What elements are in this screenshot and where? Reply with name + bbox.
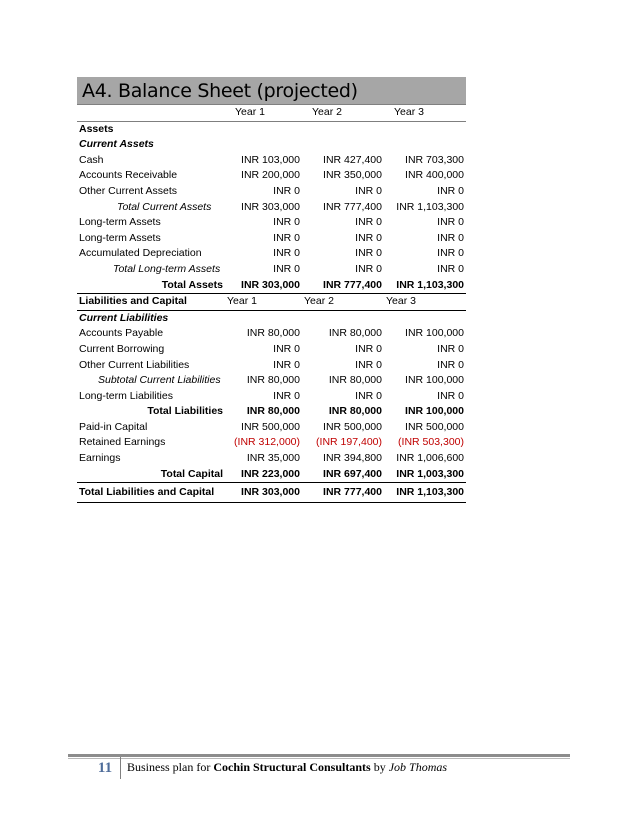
cell-value: INR 1,003,300 [384, 467, 466, 483]
cell-value: INR 777,400 [302, 483, 384, 503]
table-row [77, 231, 466, 247]
cell-value: INR 0 [273, 262, 300, 275]
page-number-separator [120, 757, 121, 779]
row-label: Other Current Assets [79, 184, 178, 197]
grand-total-row [77, 483, 466, 503]
cell-value: INR 103,000 [241, 153, 300, 166]
cell-value: INR 400,000 [405, 169, 464, 182]
cell-value: INR 350,000 [323, 169, 382, 182]
cell-value: INR 0 [355, 389, 382, 402]
table-row [77, 435, 466, 451]
cell-value: INR 0 [437, 184, 464, 197]
row-label: Long-term Liabilities [79, 389, 173, 402]
row-label: Current Borrowing [79, 342, 165, 355]
col-year2: Year 2 [302, 294, 384, 311]
cell-value: INR 0 [355, 216, 382, 229]
total-liabilities-row [77, 404, 466, 420]
table-row [77, 168, 466, 184]
cell-value: INR 0 [437, 231, 464, 244]
cell-value: INR 303,000 [225, 483, 302, 503]
cell-value: INR 0 [437, 358, 464, 371]
cell-value: INR 0 [273, 247, 300, 260]
table-row [77, 389, 466, 405]
assets-heading: Assets [79, 122, 114, 135]
row-label: Retained Earnings [79, 436, 166, 449]
page-number: 11 [97, 760, 113, 776]
table-row [77, 184, 466, 200]
footer-prefix: Business plan for [127, 760, 214, 774]
cell-value: INR 500,000 [405, 420, 464, 433]
row-label: Total Assets [77, 278, 225, 294]
cell-value: INR 0 [437, 216, 464, 229]
cell-value: INR 303,000 [225, 278, 302, 294]
cell-value: INR 303,000 [241, 200, 300, 213]
cell-value: INR 0 [355, 184, 382, 197]
balance-sheet [77, 77, 466, 503]
row-label: Total Capital [77, 467, 225, 483]
row-label: Long-term Assets [79, 216, 161, 229]
col-year2: Year 2 [302, 105, 384, 121]
sheet-title: A4. Balance Sheet (projected) [77, 77, 466, 105]
row-label: Long-term Assets [79, 231, 161, 244]
row-label: Accounts Receivable [79, 169, 178, 182]
current-liabilities-heading: Current Liabilities [79, 311, 169, 324]
cell-value: INR 1,103,300 [396, 200, 464, 213]
cell-value: INR 0 [355, 262, 382, 275]
cell-value: INR 0 [273, 216, 300, 229]
cell-value: INR 0 [355, 231, 382, 244]
row-label: Cash [79, 153, 104, 166]
col-year1: Year 1 [225, 294, 302, 311]
cell-value-negative: (INR 312,000) [234, 436, 300, 449]
assets-heading-row [77, 121, 466, 137]
row-label: Other Current Liabilities [79, 358, 190, 371]
cell-value: INR 223,000 [225, 467, 302, 483]
cell-value: INR 80,000 [328, 405, 382, 418]
cell-value: INR 80,000 [246, 374, 300, 387]
total-capital-row [77, 467, 466, 483]
table-row [77, 358, 466, 374]
row-label: Subtotal Current Liabilities [98, 374, 221, 387]
cell-value: INR 0 [273, 231, 300, 244]
cell-value-negative: (INR 503,300) [398, 436, 464, 449]
subtotal-row [77, 200, 466, 216]
cell-value: INR 100,000 [405, 405, 464, 418]
cell-value: INR 100,000 [405, 374, 464, 387]
footer-by: by [370, 760, 389, 774]
table-row [77, 153, 466, 169]
cell-value: INR 35,000 [246, 452, 300, 465]
cell-value: INR 0 [437, 262, 464, 275]
current-assets-heading: Current Assets [79, 138, 154, 151]
row-label: Earnings [79, 452, 121, 465]
row-label: Total Current Assets [117, 200, 212, 213]
cell-value: INR 777,400 [302, 278, 384, 294]
row-label: Accounts Payable [79, 327, 164, 340]
col-year1: Year 1 [225, 105, 302, 121]
cell-value: INR 0 [437, 389, 464, 402]
col-year3: Year 3 [384, 105, 466, 121]
cell-value: INR 500,000 [323, 420, 382, 433]
cell-value: INR 0 [273, 342, 300, 355]
subtotal-row [77, 262, 466, 278]
cell-value: INR 200,000 [241, 169, 300, 182]
table-row [77, 342, 466, 358]
total-assets-row [77, 278, 466, 294]
footer-company: Cochin Structural Consultants [213, 760, 371, 774]
row-label: Total Liabilities [147, 405, 223, 418]
cell-value: INR 0 [273, 184, 300, 197]
cell-value: INR 394,800 [323, 452, 382, 465]
current-liabilities-heading-row [77, 310, 466, 326]
cell-value: INR 0 [273, 358, 300, 371]
cell-value: INR 427,400 [323, 153, 382, 166]
cell-value: INR 1,103,300 [384, 278, 466, 294]
subtotal-row [77, 373, 466, 389]
cell-value: INR 80,000 [328, 374, 382, 387]
liabilities-heading-row [77, 294, 466, 311]
cell-value: INR 0 [355, 247, 382, 260]
table-row [77, 246, 466, 262]
cell-value: INR 80,000 [246, 405, 300, 418]
cell-value: INR 80,000 [246, 327, 300, 340]
liabilities-heading: Liabilities and Capital [77, 294, 225, 311]
year-header-row [77, 105, 466, 121]
cell-value: INR 697,400 [302, 467, 384, 483]
table-row [77, 215, 466, 231]
cell-value: INR 703,300 [405, 153, 464, 166]
col-year3: Year 3 [384, 294, 466, 311]
table-row [77, 326, 466, 342]
row-label: Paid-in Capital [79, 420, 148, 433]
cell-value: INR 0 [273, 389, 300, 402]
footer-author: Job Thomas [388, 760, 448, 774]
row-label: Total Liabilities and Capital [77, 483, 225, 503]
cell-value: INR 100,000 [405, 327, 464, 340]
table-row [77, 420, 466, 436]
cell-value: INR 0 [437, 247, 464, 260]
cell-value-negative: (INR 197,400) [316, 436, 382, 449]
cell-value: INR 500,000 [241, 420, 300, 433]
cell-value: INR 1,006,600 [396, 452, 464, 465]
balance-sheet-table [77, 105, 466, 503]
cell-value: INR 0 [437, 342, 464, 355]
table-row [77, 451, 466, 467]
row-label: Accumulated Depreciation [79, 247, 202, 260]
cell-value: INR 1,103,300 [384, 483, 466, 503]
row-label: Total Long-term Assets [113, 262, 221, 275]
cell-value: INR 80,000 [328, 327, 382, 340]
cell-value: INR 777,400 [323, 200, 382, 213]
current-assets-heading-row [77, 137, 466, 153]
footer-divider [68, 754, 570, 757]
cell-value: INR 0 [355, 342, 382, 355]
cell-value: INR 0 [355, 358, 382, 371]
footer-text [127, 759, 447, 775]
